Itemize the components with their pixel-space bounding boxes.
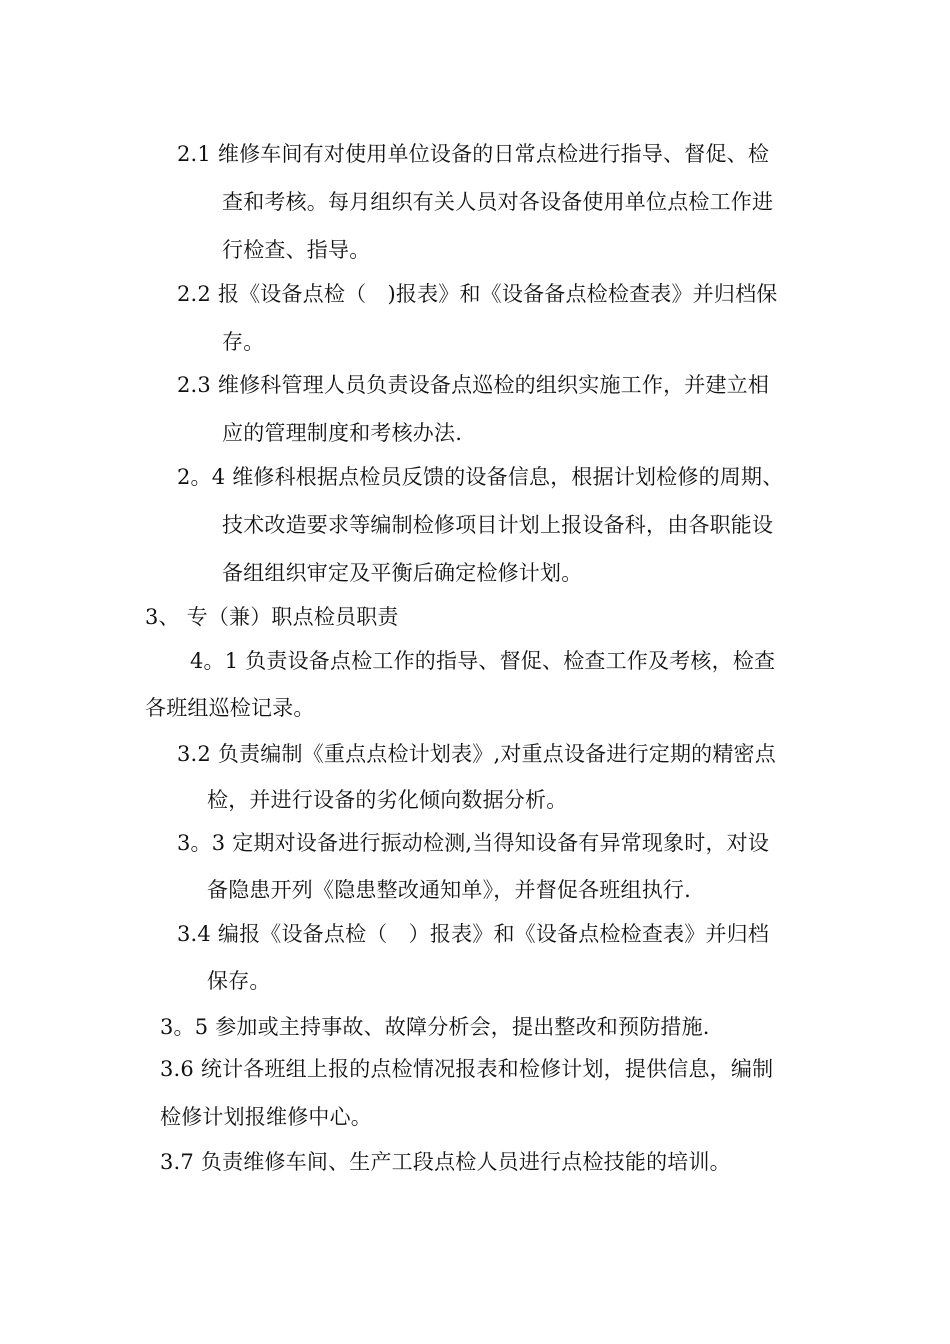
text-line: 3.4 编报《设备点检（ ）报表》和《设备点检检查表》并归档: [177, 922, 770, 946]
text-line: 备组组织审定及平衡后确定检修计划。: [222, 561, 583, 585]
text-line: 检修计划报维修中心。: [160, 1105, 372, 1129]
text-line: 4。1 负责设备点检工作的指导、督促、检查工作及考核，检查: [190, 649, 776, 673]
text-line: 3。3 定期对设备进行振动检测,当得知设备有异常现象时，对设: [177, 831, 770, 855]
text-line: 2。4 维修科根据点检员反馈的设备信息，根据计划检修的周期、: [177, 465, 784, 489]
text-line: 3.6 统计各班组上报的点检情况报表和检修计划，提供信息，编制: [160, 1057, 774, 1081]
text-line: 3.2 负责编制《重点点检计划表》,对重点设备进行定期的精密点: [177, 742, 776, 766]
text-line: 存。: [222, 330, 265, 354]
text-line: 技术改造要求等编制检修项目计划上报设备科，由各职能设: [222, 513, 774, 537]
text-line: 3。5 参加或主持事故、故障分析会，提出整改和预防措施.: [160, 1015, 710, 1039]
text-line: 2.1 维修车间有对使用单位设备的日常点检进行指导、督促、检: [177, 142, 770, 166]
text-line: 备隐患开列《隐患整改通知单》，并督促各班组执行.: [207, 878, 691, 902]
section-heading: 3、 专（兼）职点检员职责: [145, 605, 399, 629]
text-line: 2.2 报《设备点检（ )报表》和《设备备点检检查表》并归档保: [177, 282, 778, 306]
text-line: 3.7 负责维修车间、生产工段点检人员进行点检技能的培训。: [160, 1150, 731, 1174]
text-line: 查和考核。每月组织有关人员对各设备使用单位点检工作进: [222, 190, 774, 214]
text-line: 行检查、指导。: [222, 238, 371, 262]
text-line: 2.3 维修科管理人员负责设备点巡检的组织实施工作，并建立相: [177, 373, 770, 397]
text-line: 各班组巡检记录。: [145, 696, 315, 720]
text-line: 保存。: [207, 969, 271, 993]
text-line: 应的管理制度和考核办法.: [222, 421, 463, 445]
text-line: 检，并进行设备的劣化倾向数据分析。: [207, 788, 568, 812]
